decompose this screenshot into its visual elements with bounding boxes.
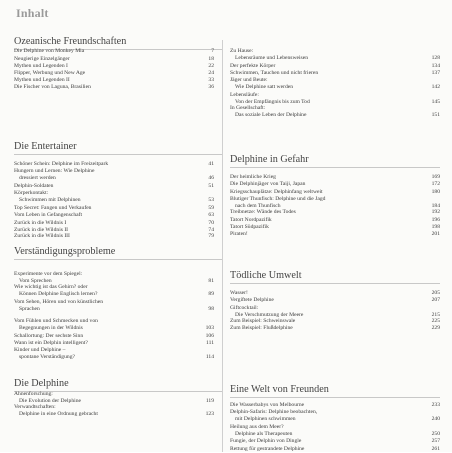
entry-title: Tatort Südpazifik [230,224,269,230]
entry-page-number: 114 [205,354,214,360]
entry-title: Vergiftete Delphine [230,297,274,303]
entry-page-number: 151 [431,112,440,118]
entry-title: Wie wichtig ist das Gehirn? oder [14,284,88,290]
entry-title: Zurück in die Wildnis III [14,233,70,239]
toc-entry [230,70,440,77]
entry-page-number: 172 [431,181,440,187]
toc-entry [230,181,440,188]
page-title: Inhalt [16,6,49,20]
toc-entry [14,391,214,405]
entry-title-continued: Können Delphine Englisch lernen? [19,291,98,297]
entry-title: Neugierige Einzelgänger [14,56,70,62]
toc-entry [14,63,214,70]
entry-title: Fungie, der Delphin von Dingle [230,438,302,444]
toc-entry [14,77,214,84]
entry-title: Delphin-Safaris: Delphine beobachten, [230,409,318,415]
entry-title-continued: Schwimmen mit Delphinen [19,197,81,203]
entry-page-number: 51 [208,183,214,189]
entry-page-number: 207 [431,297,440,303]
entry-page-number: 205 [431,290,440,296]
entry-title: Ahnenforschung: [14,391,53,397]
toc-entry [14,318,214,332]
column-divider [222,40,223,452]
entry-page-number: 145 [431,99,440,105]
entry-title: Zu Hause: [230,48,254,54]
entry-title: Die Fischer von Laguna, Brasilien [14,84,91,90]
entry-title: Flipper, Werbung und New Age [14,70,86,76]
entry-title: Treibnetze: Wände des Todes [230,209,296,215]
entry-title: Mythen und Legenden I [14,63,68,69]
section-title: Tödliche Umwelt [230,270,302,281]
entry-title: Jäger und Beute: [230,77,268,83]
toc-entry [230,196,440,210]
toc-entry [230,63,440,70]
toc-entry [230,217,440,224]
entry-title: Giftcocktail: [230,305,259,311]
entry-page-number: 184 [431,203,440,209]
entry-page-number: 261 [431,446,440,452]
toc-entry [14,404,214,418]
entry-page-number: 106 [205,333,214,339]
entry-title-continued: Von der Empfängnis bis zum Tod [235,99,310,105]
entry-page-number: 22 [208,63,214,69]
entry-page-number: 79 [208,233,214,239]
entry-page-number: 24 [208,70,214,76]
entry-title: Rettung für gestrandete Delphine [230,446,305,452]
entry-page-number: 74 [208,227,214,233]
toc-entry [14,168,214,182]
entry-title: Kinder und Delphine – [14,347,66,353]
entry-page-number: 233 [431,402,440,408]
section-rule [230,283,440,284]
entry-title-continued: Das soziale Leben der Delphine [235,112,307,118]
entry-title: Körperkontakt: [14,190,49,196]
toc-entry [14,190,214,204]
entry-title: Experimente vor dem Spiegel: [14,271,83,277]
entry-page-number: 198 [431,224,440,230]
entry-page-number: 36 [208,84,214,90]
section-title: Verständigungsprobleme [14,246,116,257]
entry-title-continued: Begegnungen in der Wildnis [19,325,83,331]
entry-page-number: 201 [431,231,440,237]
entry-page-number: 142 [431,84,440,90]
toc-entry [14,205,214,212]
entry-title: Vom Leben in Gefangenschaft [14,212,83,218]
toc-entry [230,92,440,106]
entry-page-number: 59 [208,205,214,211]
entry-page-number: 70 [208,220,214,226]
entry-page-number: 240 [431,416,440,422]
section-rule [230,167,440,168]
toc-entry [14,340,214,347]
toc-entry [14,70,214,77]
toc-entry [14,299,214,313]
entry-title: Heilung aus dem Meer? [230,424,284,430]
entry-page-number: 128 [431,55,440,61]
section-title: Delphine in Gefahr [230,154,309,165]
entry-title: Der heimliche Krieg [230,174,276,180]
entry-page-number: 257 [431,438,440,444]
entry-page-number: 169 [431,174,440,180]
entry-title: Delphin-Soldaten [14,183,54,189]
entry-page-number: 229 [431,325,440,331]
entry-title-continued: mit Delphinen schwimmen [235,416,296,422]
entry-title-continued: Lebensräume und Lebensweisen [235,55,309,61]
entry-title: Der perfekte Körper [230,63,276,69]
toc-entry [230,409,440,423]
section-rule [14,154,222,155]
toc-entry [14,84,214,91]
entry-page-number: 192 [431,209,440,215]
section-title: Eine Welt von Freunden [230,384,329,395]
entry-title: Verwandtschaften: [14,404,56,410]
entry-page-number: 111 [206,340,214,346]
entry-title: Blutiger Thunfisch: Delphine und die Jagd [230,196,326,202]
toc-entry [230,438,440,445]
section-rule [14,259,222,260]
entry-page-number: 41 [208,161,214,167]
entry-page-number: 225 [431,318,440,324]
toc-entry [230,318,440,325]
entry-page-number: 63 [208,212,214,218]
section-rule [230,397,440,398]
entry-title: Zum Beispiel: Flußdelphine [230,325,293,331]
entry-title-continued: Vom Sprechen [19,278,52,284]
toc-entry [230,325,440,332]
toc-entry [230,224,440,231]
section-title: Ozeanische Freundschaften [14,36,127,47]
toc-entry [230,189,440,196]
entry-title: Vom Sehen, Hören und von künstlichen [14,299,104,305]
toc-entry [14,161,214,168]
entry-page-number: 46 [208,175,214,181]
entry-title: Die Delphine von Monkey Mia [14,48,85,54]
entry-title: Die Wasserbabys von Melbourne [230,402,305,408]
toc-entry [230,231,440,238]
entry-title: Zurück in die Wildnis I [14,220,67,226]
toc-entry [230,297,440,304]
entry-page-number: 33 [208,77,214,83]
entry-page-number: 134 [431,63,440,69]
entry-page-number: 196 [431,217,440,223]
entry-title: Tatort Nordpazifik [230,217,272,223]
toc-entry [14,48,214,55]
entry-page-number: 81 [208,278,214,284]
entry-page-number: 215 [431,312,440,318]
toc-entry [230,402,440,409]
entry-page-number: 103 [205,325,214,331]
entry-title-continued: nach dem Thunfisch [235,203,281,209]
toc-entry [230,48,440,62]
toc-entry [14,212,214,219]
entry-page-number: 250 [431,431,440,437]
entry-page-number: 180 [431,189,440,195]
toc-entry [230,209,440,216]
entry-title: Mythen und Legenden II [14,77,70,83]
entry-page-number: 7 [211,48,214,54]
entry-title-continued: dressiert werden [19,175,56,181]
entry-title: Schwimmen, Tauchen und nicht frieren [230,70,319,76]
entry-title: Schallortung: Der sechste Sinn [14,333,84,339]
entry-title-continued: Delphine in eine Ordnung gebracht [19,411,98,417]
entry-page-number: 89 [208,291,214,297]
entry-title: Schöner Schein: Delphine im Freizeitpark [14,161,109,167]
entry-title: Wann ist ein Delphin intelligent? [14,340,88,346]
section-title: Die Delphine [14,378,69,389]
entry-title: Wasser! [230,290,248,296]
entry-page-number: 123 [205,411,214,417]
entry-title: Top Secret: Fangen und Verkaufen [14,205,92,211]
entry-title: Lebensläufe: [230,92,259,98]
entry-title-continued: Die Evolution der Delphine [19,398,81,404]
entry-title: Zurück in die Wildnis II [14,227,69,233]
entry-title-continued: Delphine als Therapeuten [235,431,293,437]
entry-title: Zum Beispiel: Schweinswale [230,318,296,324]
entry-title: Kriegsschauplätze: Delphinfang weltweit [230,189,323,195]
entry-title: Vom Fühlen und Schmecken und von [14,318,98,324]
entry-page-number: 98 [208,306,214,312]
entry-title-continued: spontane Verständigung? [19,354,75,360]
toc-entry [230,105,440,119]
toc-entry [230,174,440,181]
toc-entry [230,77,440,91]
toc-entry [14,347,214,361]
toc-entry [14,333,214,340]
entry-title-continued: Wie Delphine satt werden [235,84,294,90]
entry-page-number: 137 [431,70,440,76]
toc-entry [14,271,214,285]
toc-entry [14,220,214,227]
entry-page-number: 53 [208,197,214,203]
toc-entry [230,290,440,297]
entry-title: Hungern und Lernen: Wie Delphine [14,168,95,174]
toc-entry [230,305,440,319]
entry-title: Piraten! [230,231,248,237]
toc-entry [14,56,214,63]
entry-page-number: 18 [208,56,214,62]
entry-page-number: 119 [205,398,214,404]
toc-entry [14,284,214,298]
section-title: Die Entertainer [14,141,77,152]
toc-entry [230,424,440,438]
toc-entry [14,183,214,190]
entry-title: In Gesellschaft: [230,105,266,111]
entry-title-continued: Sprachen [19,306,40,312]
toc-entry [14,233,214,240]
entry-title-continued: Die Verschmutzung der Meere [235,312,304,318]
entry-title: Die Delphinjäger von Taiji, Japan [230,181,306,187]
